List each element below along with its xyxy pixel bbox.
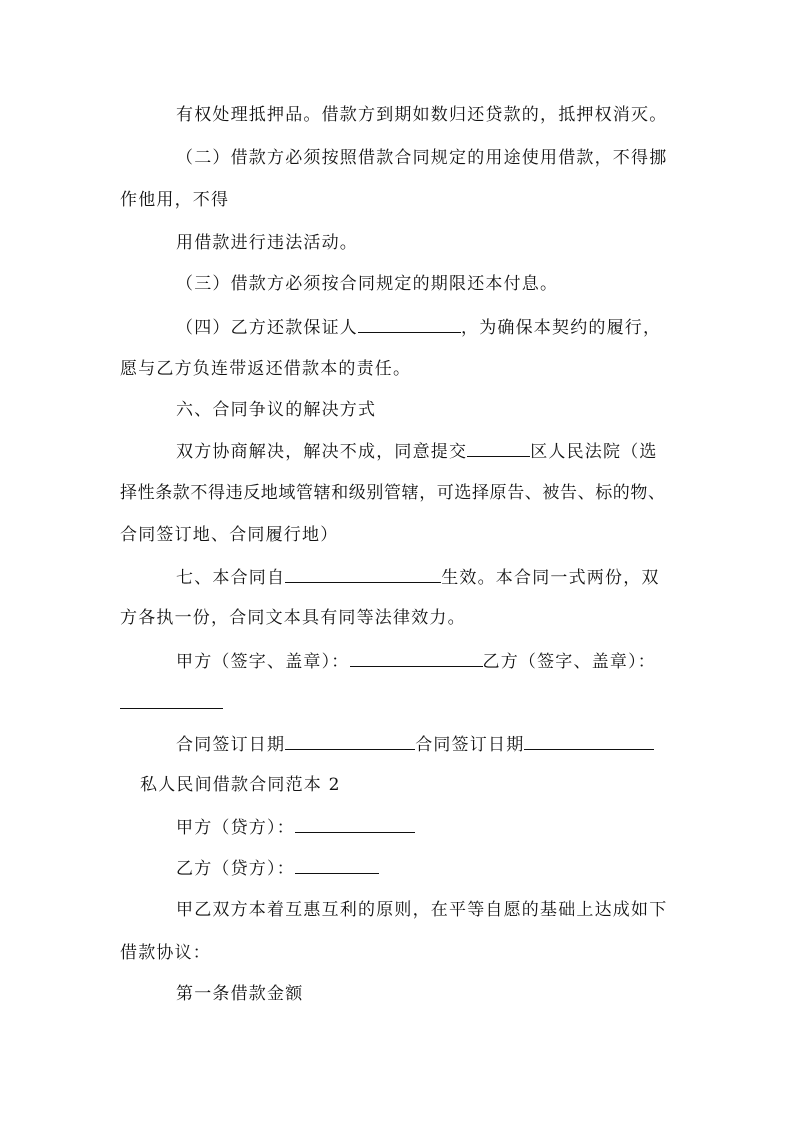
paragraph-line: 作他用，不得 [120,190,230,210]
paragraph-line: 用借款进行违法活动。 [176,233,358,253]
signing-date-line [176,733,654,756]
party-b-date-label: 合同签订日期 [415,735,525,755]
party-a-date-blank [285,733,415,750]
section-seven-text-end: 生效。本合同一式两份，双 [441,568,660,588]
guarantor-blank [358,316,461,333]
article-one-heading: 第一条借款金额 [176,984,304,1004]
clause-four-text-end: ，为确保本契约的履行， [461,318,662,338]
party-a-date-label: 合同签订日期 [176,735,286,755]
section-seven-line [176,566,660,589]
agreement-intro-line: 甲乙双方本着互惠互利的原则，在平等自愿的基础上达成如下 [176,900,668,920]
party-b-signature-blank [120,708,223,709]
paragraph-line: 方各执一份，合同文本具有同等法律效力。 [120,608,466,628]
clause-three-line: （三）借款方必须按合同规定的期限还本付息。 [176,274,559,294]
section-seven-text: 七、本合同自 [176,568,286,588]
party-a-label: 甲方（贷方）： [176,818,295,838]
party-b-name-blank [295,857,379,874]
contract-template-title: 私人民间借款合同范本 2 [140,775,341,795]
court-blank [467,440,530,457]
clause-four-text: （四）乙方还款保证人 [176,318,358,338]
clause-four-line [176,316,661,339]
paragraph-line: 合同签订地、合同履行地） [120,525,339,545]
party-b-line [176,857,379,880]
paragraph-line: 愿与乙方负连带返还借款本的责任。 [120,359,412,379]
dispute-text-end: 区人民法院（选 [530,442,658,462]
paragraph-line: 择性条款不得违反地域管辖和级别管辖，可选择原告、被告、标的物、 [120,483,666,503]
party-b-signature-label: 乙方（签字、盖章）： [482,652,656,672]
party-a-line [176,816,415,839]
party-a-name-blank [295,816,415,833]
dispute-line [176,440,658,463]
party-a-signature-label: 甲方（签字、盖章）： [176,652,350,672]
party-b-label: 乙方（贷方）： [176,859,295,879]
dispute-text: 双方协商解决，解决不成，同意提交 [176,442,468,462]
party-b-date-blank [524,733,654,750]
section-six-heading: 六、合同争议的解决方式 [176,400,377,420]
clause-two-line: （二）借款方必须按照借款合同规定的用途使用借款，不得挪 [176,148,668,168]
party-a-signature-blank [350,650,483,667]
paragraph-line: 借款协议： [120,943,211,963]
paragraph-line: 有权处理抵押品。借款方到期如数归还贷款的，抵押权消灭。 [176,105,668,125]
signature-line [176,650,656,673]
effective-date-blank [285,566,441,583]
